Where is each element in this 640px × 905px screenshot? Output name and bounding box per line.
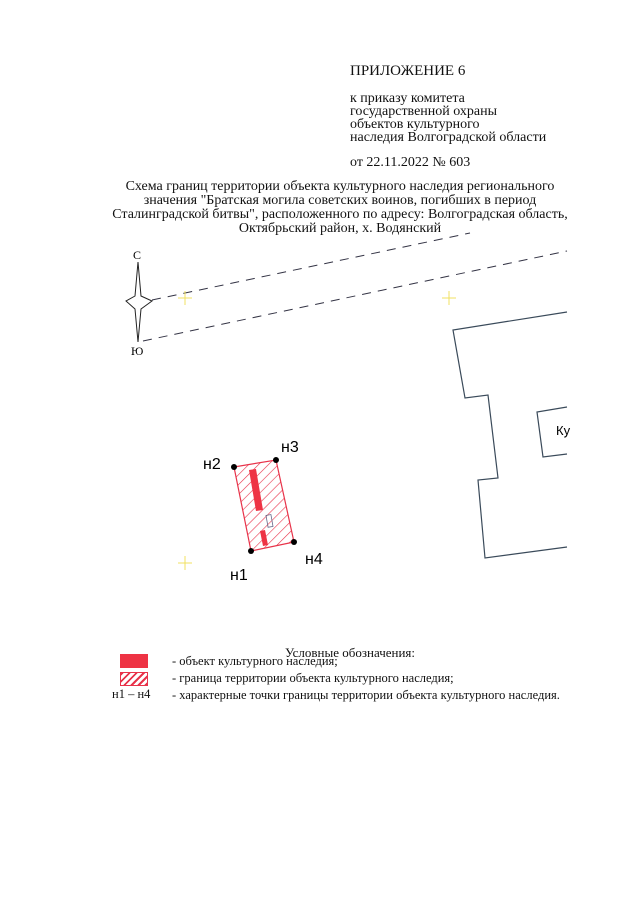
road-edge-line bbox=[143, 251, 567, 341]
point-label: н4 bbox=[305, 551, 323, 568]
legend-object-swatch bbox=[120, 654, 148, 668]
appendix-title: ПРИЛОЖЕНИЕ 6 bbox=[350, 63, 466, 79]
title-line: Сталинградской битвы", расположенного по адресу: Волгоградская область, bbox=[112, 207, 568, 222]
title-line: значения "Братская могила советских воинов, погибших в период bbox=[143, 193, 537, 208]
compass-north: С bbox=[133, 248, 142, 262]
road-edge-line bbox=[152, 233, 470, 300]
point-label: н3 bbox=[281, 439, 299, 456]
building-label: Ку bbox=[556, 423, 571, 438]
legend-points-symbol: н1 – н4 bbox=[112, 687, 151, 701]
title-line: Схема границ территории объекта культурного наследия регионального bbox=[125, 179, 555, 194]
building-outline bbox=[453, 312, 567, 558]
grid-cross-marks bbox=[178, 291, 456, 570]
legend-title: Условные обозначения: bbox=[284, 645, 416, 660]
order-date: от 22.11.2022 № 603 bbox=[350, 155, 471, 170]
header-line: к приказу комитета bbox=[350, 91, 465, 106]
legend-item: - граница территории объекта культурного наследия; bbox=[172, 671, 454, 685]
title-line: Октябрьский район, х. Водянский bbox=[238, 221, 442, 236]
point-label: н2 bbox=[203, 456, 221, 473]
compass-south: Ю bbox=[131, 344, 144, 358]
legend-boundary-swatch bbox=[120, 672, 148, 686]
header-line: государственной охраны bbox=[350, 104, 498, 119]
header-line: наследия Волгоградской области bbox=[350, 130, 547, 145]
header-line: объектов культурного bbox=[350, 117, 480, 132]
compass-rose-icon bbox=[126, 262, 152, 342]
legend-item: - объект культурного наследия; bbox=[172, 654, 338, 668]
legend-item: - характерные точки границы территории объекта культурного наследия. bbox=[172, 688, 560, 702]
point-label: н1 bbox=[230, 567, 248, 584]
